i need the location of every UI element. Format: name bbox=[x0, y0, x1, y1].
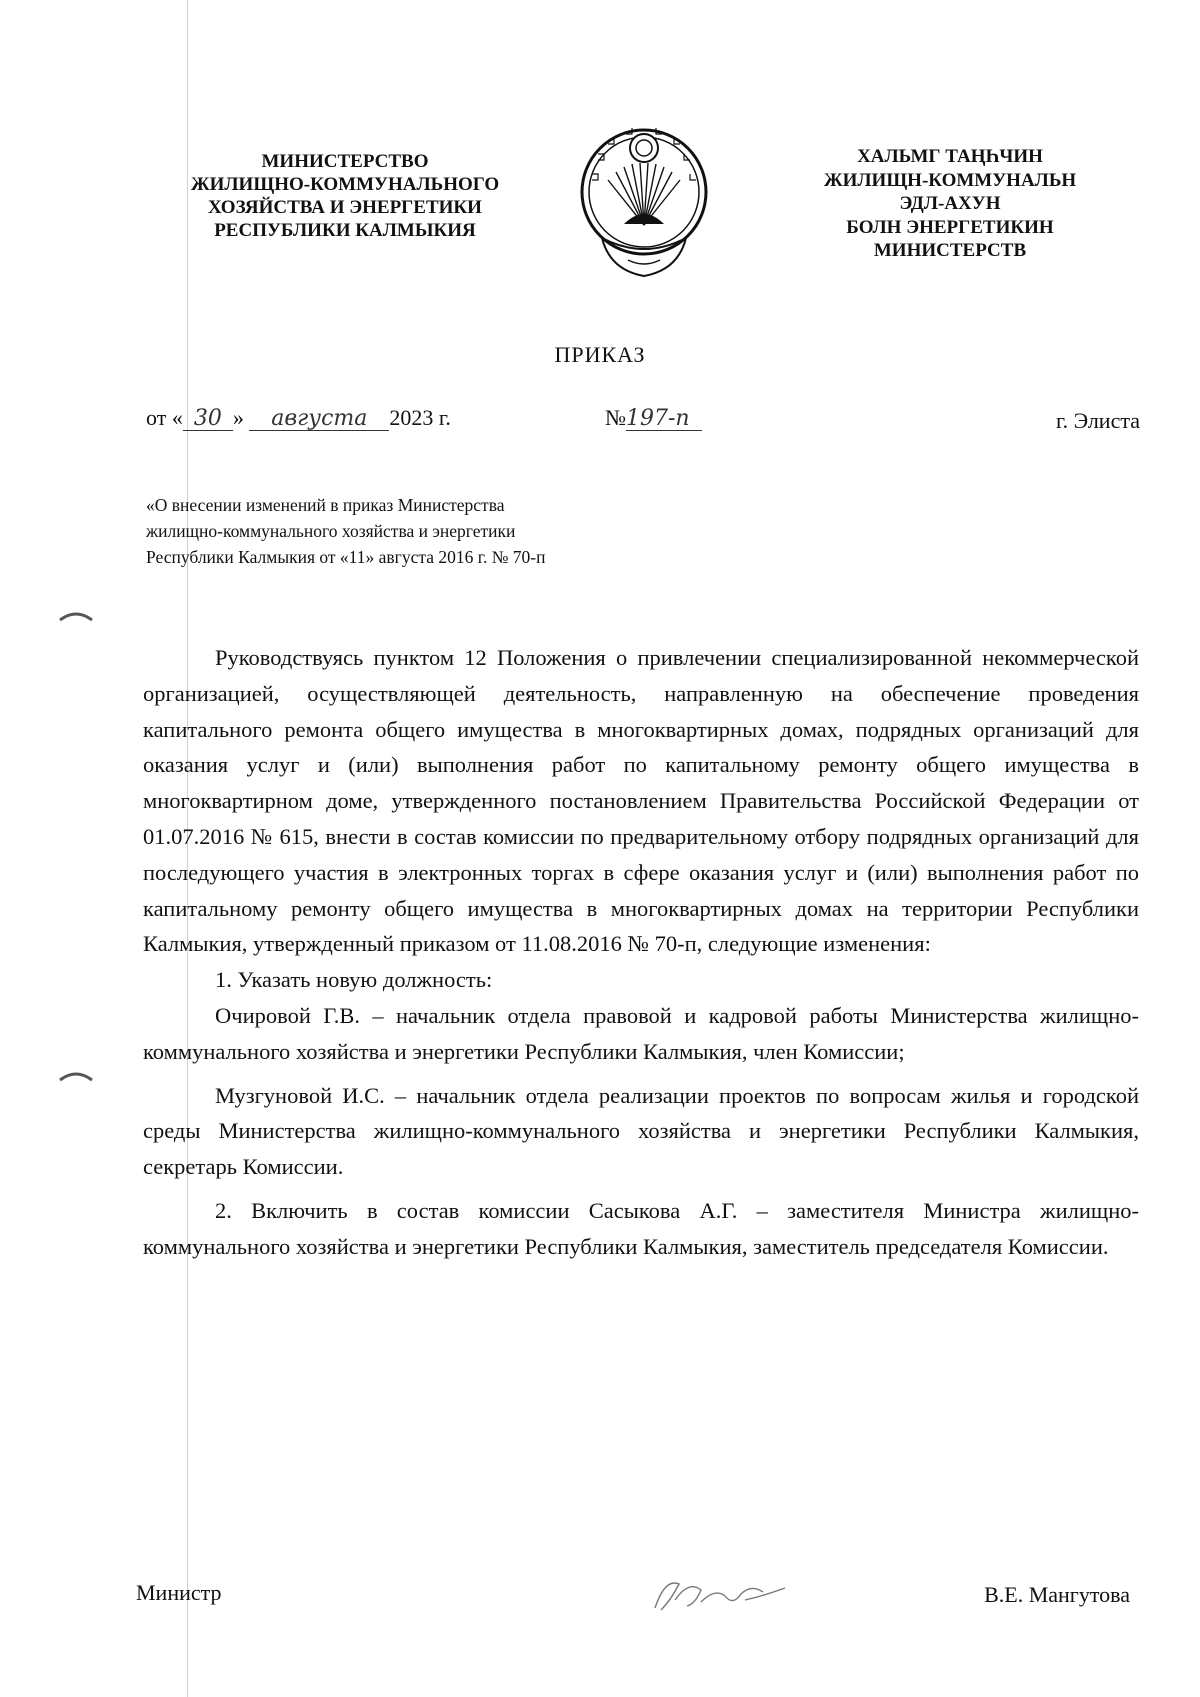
order-number bbox=[605, 405, 702, 431]
ministry-line: ЖИЛИЩНО-КОММУНАЛЬНОГО bbox=[190, 174, 500, 195]
handwritten-day: 30 bbox=[183, 408, 233, 431]
handwritten-month: августа bbox=[249, 408, 389, 431]
punch-hole-mark bbox=[58, 1068, 94, 1082]
city: г. Элиста bbox=[1056, 408, 1140, 433]
ministry-line: ХАЛЬМГ ТАҢҺЧИН bbox=[857, 146, 1043, 167]
ministry-line: ЭДЛ-АХУН bbox=[899, 193, 1001, 214]
body-paragraph: 1. Указать новую должность: bbox=[215, 967, 493, 993]
signatory-role: Министр bbox=[136, 1580, 222, 1605]
ministry-line: ХОЗЯЙСТВА И ЭНЕРГЕТИКИ bbox=[208, 197, 482, 218]
ministry-line: МИНИСТЕРСТВО bbox=[261, 151, 429, 172]
number-prefix: № bbox=[605, 405, 626, 430]
date-mid: » bbox=[232, 405, 244, 430]
ministry-line: ЖИЛИЩН-КОММУНАЛЬН bbox=[823, 169, 1077, 191]
document-title: ПРИКАЗ bbox=[554, 342, 646, 367]
body-paragraph: Очировой Г.В. – начальник отдела правовой и кадровой работы Министерства жилищно-коммунального хозяйства и энергетики Республики Калмыкия, член Комиссии; bbox=[143, 1002, 1139, 1064]
date-prefix: от « bbox=[146, 405, 183, 430]
order-body bbox=[143, 640, 1139, 1265]
ministry-line: РЕСПУБЛИКИ КАЛМЫКИЯ bbox=[214, 220, 476, 241]
body-paragraph: Музгуновой И.С. – начальник отдела реализации проектов по вопросам жилья и городской среды Министерства жилищно-коммунального хозяйства и энергетики Республики Калмыкия, секретарь Комиссии. bbox=[143, 1082, 1139, 1180]
body-paragraph: Руководствуясь пунктом 12 Положения о привлечении специализированной некоммерческой организацией, осуществляющей деятельность, направленную на обеспечение проведения капитального ремонта общего имущества в многоквартирных домах, подрядных организаций для оказания услуг и (или) выполнения работ по капитальному ремонту общего имущества в многоквартирном доме, утвержденного постановлением Правительства Российской Федерации от 01.07.2016 № 615, внести в состав комиссии по предварительному отбору подрядных организаций для последующего участия в электронных торгах в сфере оказания услуг и (или) выполнения работ по капитальному ремонту общего имущества в многоквартирных домах на территории Республики Калмыкия, утвержденный приказом от 11.08.2016 № 70-п, следующие изменения: bbox=[143, 645, 1139, 957]
order-subject: «О внесении изменений в приказ Министерства жилищно-коммунального хозяйства и энергетики Республики Калмыкия от «11» августа 2016 г. № 70-п bbox=[146, 495, 546, 567]
signature-mark bbox=[645, 1570, 795, 1618]
punch-hole-mark bbox=[58, 608, 94, 622]
handwritten-number: 197-п bbox=[626, 408, 702, 431]
ministry-line: МИНИСТЕРСТВ bbox=[873, 240, 1027, 261]
order-date bbox=[146, 405, 451, 431]
ministry-line: БОЛН ЭНЕРГЕТИКИН bbox=[846, 216, 1054, 238]
signatory-name: В.Е. Мангутова bbox=[984, 1582, 1130, 1607]
body-paragraph: 2. Включить в состав комиссии Сасыкова А.Г. – заместителя Министра жилищно-коммунального хозяйства и энергетики Республики Калмыкия, заместитель председателя Комиссии. bbox=[143, 1197, 1139, 1259]
kalmykia-emblem-icon bbox=[578, 120, 710, 288]
ministry-name-kalmyk bbox=[800, 145, 1100, 263]
ministry-name-russian bbox=[170, 150, 520, 242]
date-year: 2023 г. bbox=[389, 405, 451, 430]
